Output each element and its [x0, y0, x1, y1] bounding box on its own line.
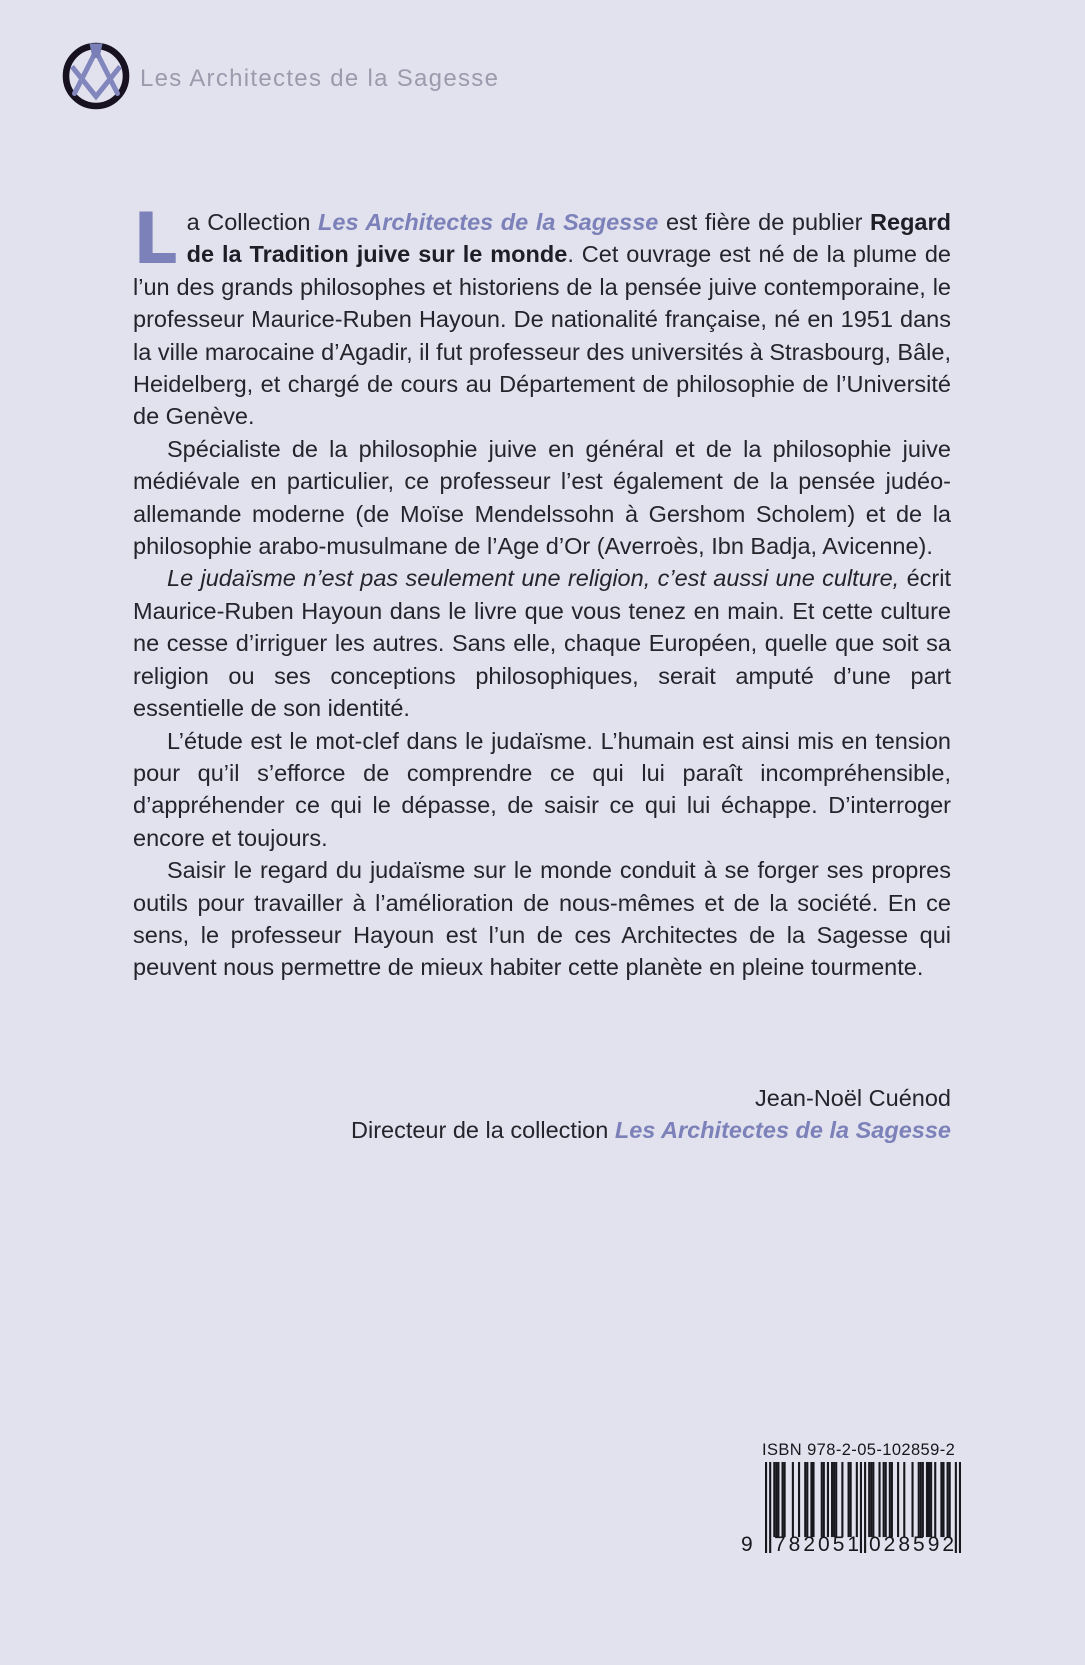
collection-wordmark: Les Architectes de la Sagesse	[140, 65, 500, 92]
isbn-label: ISBN 978-2-05-102859-2	[762, 1441, 956, 1459]
barcode-digit-left: 9	[741, 1533, 753, 1556]
square-and-compass-icon	[59, 38, 133, 112]
paragraph: L’étude est le mot-clef dans le judaïsme. L’humain est ainsi mis en tension pour qu’il s’efforce de comprendre ce qui lui paraît incompréhensible, d’appréhender ce qui le dépasse, de saisir ce qui lui échappe. D’interroger encore et toujours.	[133, 727, 951, 851]
signature-role-prefix: Directeur de la collection	[351, 1117, 615, 1144]
signature-block	[133, 1082, 951, 1147]
signature-name: Jean-Noël Cuénod	[755, 1085, 951, 1111]
barcode-digits-group2: 028592	[869, 1533, 958, 1556]
paragraph: Saisir le regard du judaïsme sur le monde conduit à se forger ses propres outils pour travailler à l’amélioration de nous-mêmes et de la société. En ce sens, le professeur Hayoun est l’un de ces Architectes de la Sagesse qui peuvent nous permettre de mieux habiter cette planète en pleine tourmente.	[133, 857, 951, 981]
signature-role-collection: Les Architectes de la Sagesse	[614, 1117, 951, 1144]
paragraph: Le judaïsme n’est pas seulement une religion, c’est aussi une culture, écrit Maurice-Ruben Hayoun dans le livre que vous tenez en main. Et cette culture ne cesse d’irriguer les autres. Sans elle, chaque Européen, quelle que soit sa religion ou ses conceptions philosophiques, serait amputé d’une part essentielle de son identité.	[133, 565, 951, 722]
isbn-block	[741, 1441, 961, 1566]
signature-role	[133, 1114, 951, 1146]
body-text	[133, 198, 951, 984]
paragraph: La Collection Les Architectes de la Sagesse est fière de publier Regard de la Tradition juive sur le monde. Cet ouvrage est né de la plume de l’un des grands philosophes et historiens de la pensée juive contemporaine, le professeur Maurice-Ruben Hayoun. De nationalité française, né en 1951 dans la ville marocaine d’Agadir, il fut professeur des universités à Strasbourg, Bâle, Heidelberg, et chargé de cours au Département de philosophie de l’Université de Genève.	[133, 198, 951, 430]
paragraph: Spécialiste de la philosophie juive en général et de la philosophie juive médiévale en particulier, ce professeur l’est également de la pensée judéo-allemande moderne (de Moïse Mendelssohn à Gershom Scholem) et de la philosophie arabo-musulmane de l’Age d’Or (Averroès, Ibn Badja, Avicenne).	[133, 435, 951, 560]
barcode-digits-group1: 782051	[774, 1533, 863, 1556]
drop-cap: L	[133, 198, 178, 280]
